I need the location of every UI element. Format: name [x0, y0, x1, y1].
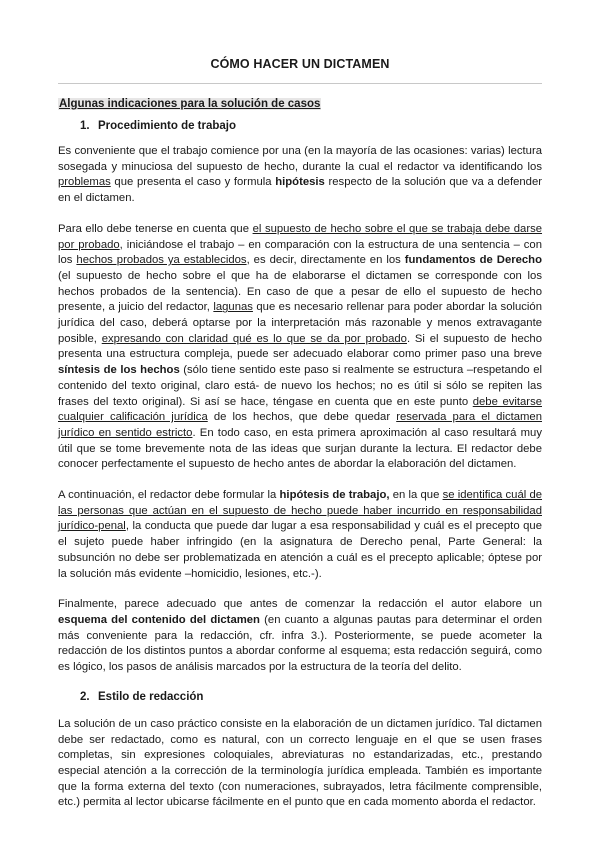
text-run: . Si el supuesto de hecho presenta una estructura compleja, puede ser adecuado elaborar como primer paso una breve	[58, 332, 543, 361]
paragraph-1	[58, 144, 542, 207]
text-run: Finalmente, parece adecuado que antes de comenzar la redacción el autor elabore un	[58, 598, 542, 611]
text-run: , es decir, directamente en los	[246, 254, 405, 267]
underlined-term: problemas	[58, 176, 111, 189]
text-run: . En todo caso, en esta primera aproximación al caso resultará muy útil que se tome brevemente nota de las ideas que surjan durante la lectura. El redactor debe conocer perfectamente el supuesto de hecho antes de abordar la elaboración del dictamen.	[58, 426, 542, 471]
text-run: A continuación, el redactor debe formular la	[58, 489, 280, 502]
underlined-term: reservada para el dictamen jurídico en sentido estricto	[58, 411, 542, 439]
text-run: que presenta el caso y formula	[110, 176, 276, 189]
underlined-term: debe evitarse cualquier calificación jurídica	[58, 395, 542, 424]
text-run: , iniciándose el trabajo – en comparación con la estructura de una sentencia – con los	[58, 238, 542, 267]
bold-term: fundamentos de Derecho	[404, 254, 542, 267]
text-run: en la que	[389, 489, 443, 502]
text-run: (sólo tiene sentido este paso si realmente se estructura –respetando el contenido del texto original, claro está- de nuevo los hechos; no es útil si sólo se repiten las frases del texto original). Si así se hace, téngase en cuenta que en este punto	[58, 364, 542, 408]
text-run: (en cuanto a algunas pautas para determinar el orden más conveniente para la redacción, cfr. infra 3.). Posteriormente, se puede acometer la redacción de los distintos puntos a abordar conforme al esquema; esta redacción seguirá, como es lógico, los pasos de análisis marcados por la estructura de la teoría del delito.	[58, 613, 542, 674]
underlined-term: expresando con claridad qué es lo que se da por probado	[101, 332, 407, 345]
underlined-term: hechos probados ya establecidos	[76, 254, 247, 267]
bold-term: hipótesis de trabajo,	[279, 489, 390, 502]
subheading-number: 2.	[80, 690, 90, 703]
text-run: (el supuesto de hecho sobre el que ha de elaborarse el dictamen se corresponde con los hechos probados de la sentencia). En caso de que a pesar de ello el supuesto de hecho presente, a juicio del redactor,	[58, 269, 542, 314]
subheading-label: Estilo de redacción	[98, 690, 204, 703]
paragraph-5	[58, 717, 542, 811]
bold-term: hipótesis	[275, 176, 325, 189]
underlined-term: se identifica cuál de las personas que actúan en el supuesto de hecho puede haber incurrido en responsabilidad jurídico-penal	[58, 489, 543, 533]
paragraph-3	[58, 488, 542, 582]
text-run: Para ello debe tenerse en cuenta que	[58, 222, 253, 235]
subheading-procedimiento	[80, 120, 542, 132]
subheading-number: 1.	[80, 120, 90, 132]
text-run: que es necesario rellenar para poder abordar la solución jurídica del caso, deberá optarse por la interpretación más razonable y menos extravagante posible,	[58, 301, 542, 345]
subheading-label: Procedimiento de trabajo	[98, 120, 237, 132]
text-run: , la conducta que puede dar lugar a esa responsabilidad y cuál es el precepto que el sujeto puede haber infringido (en la asignatura de Derecho penal, Parte General: la subsunción no debe ser problematizada en atención a cuál es el precepto aplicable; óptese por la solución más evidente –homicidio, lesiones, etc.-).	[58, 520, 542, 580]
paragraph-4	[58, 597, 542, 676]
paragraph-2	[58, 222, 542, 473]
document-title: CÓMO HACER UN DICTAMEN	[210, 57, 390, 71]
text-run: Es conveniente que el trabajo comience por una (en la mayoría de las ocasiones: varias) lectura sosegada y minuciosa del supuesto de hecho, durante la cual el redactor va identificando los	[58, 145, 542, 173]
text-run: respecto de la solución que va a defender en el dictamen.	[58, 176, 542, 205]
underlined-term: el supuesto de hecho sobre el que se trabaja debe darse por probado	[58, 222, 543, 251]
text-run: de los hechos, que debe quedar	[207, 411, 397, 424]
text-run: La solución de un caso práctico consiste en la elaboración de un dictamen jurídico. Tal dictamen debe ser redactado, como es natural, con un correcto lenguaje en el que se usen frases completas, sin expresiones coloquiales, abreviaturas no estandarizadas, etc., prestando especial atención a la corrección de la terminología jurídica empleada. También es importante que la forma externa del texto (con numeraciones, subrayados, letra fácilmente comprensible, etc.) permita al lector ubicarse fácilmente en el punto que en cada momento aborda el redactor.	[58, 717, 542, 809]
underlined-term: lagunas	[213, 301, 253, 314]
bold-term: síntesis de los hechos	[58, 364, 180, 377]
subheading-estilo	[80, 691, 542, 703]
section-heading-wrap	[58, 84, 542, 112]
bold-term: esquema del contenido del dictamen	[58, 613, 260, 626]
section-heading: Algunas indicaciones para la solución de casos	[59, 98, 321, 110]
